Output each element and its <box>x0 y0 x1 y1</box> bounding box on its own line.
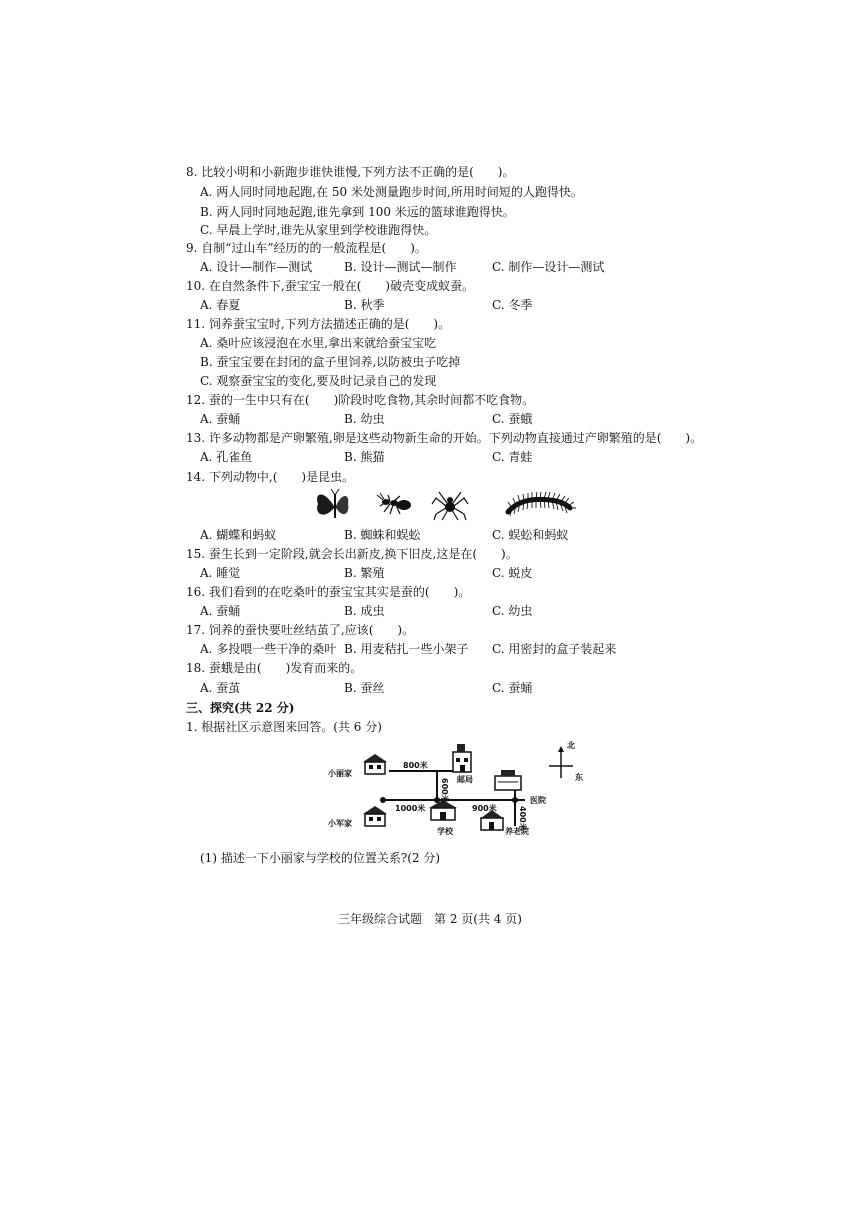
label-hospital: 医院 <box>530 796 546 805</box>
q11-option-b: B. 蚕宝宝要在封闭的盒子里饲养,以防被虫子吃掉 <box>200 355 461 369</box>
q12-option-a: A. 蚕蛹 <box>200 412 241 426</box>
spider-icon <box>432 492 468 520</box>
q18-stem: 18. 蚕蛾是由( )发育而来的。 <box>186 661 363 675</box>
s3-q1-stem: 1. 根据社区示意图来回答。(共 6 分) <box>186 720 382 734</box>
label-900m: 900米 <box>472 804 497 813</box>
label-800m: 800米 <box>403 761 428 770</box>
q12-option-b: B. 幼虫 <box>344 412 385 426</box>
centipede-icon <box>508 492 576 516</box>
q9-option-c: C. 制作—设计—测试 <box>492 260 605 274</box>
q13-option-b: B. 熊猫 <box>344 450 385 464</box>
q12-stem: 12. 蚕的一生中只有在( )阶段时吃食物,其余时间都不吃食物。 <box>186 393 535 407</box>
compass-icon <box>549 746 573 778</box>
q15-stem: 15. 蚕生长到一定阶段,就会长出新皮,换下旧皮,这是在( )。 <box>186 547 518 561</box>
q11-option-c: C. 观察蚕宝宝的变化,要及时记录自己的发现 <box>200 374 437 388</box>
label-east: 东 <box>575 773 583 782</box>
q18-option-c: C. 蚕蛹 <box>492 681 533 695</box>
s3-q1-part1: (1) 描述一下小丽家与学校的位置关系?(2 分) <box>200 851 441 865</box>
label-600m: 600米 <box>440 778 449 803</box>
label-xiaoli: 小丽家 <box>328 769 352 778</box>
label-school: 学校 <box>437 827 453 836</box>
hospital-node <box>512 797 518 803</box>
q16-stem: 16. 我们看到的在吃桑叶的蚕宝宝其实是蚕的( )。 <box>186 585 471 599</box>
label-north: 北 <box>567 741 575 750</box>
nursing-home-icon <box>481 810 503 830</box>
q17-option-a: A. 多投喂一些干净的桑叶 <box>200 642 337 656</box>
xiaojun-node <box>380 797 386 803</box>
q10-stem: 10. 在自然条件下,蚕宝宝一般在( )破壳变成蚁蚕。 <box>186 279 475 293</box>
label-400m: 400米 <box>518 806 527 831</box>
q15-option-c: C. 蜕皮 <box>492 566 533 580</box>
q13-stem: 13. 许多动物都是产卵繁殖,卵是这些动物新生命的开始。下列动物直接通过产卵繁殖的是( )。 <box>186 431 703 445</box>
q14-option-c: C. 蜈蚣和蚂蚁 <box>492 528 569 542</box>
q9-option-a: A. 设计—制作—测试 <box>200 260 313 274</box>
q14-stem: 14. 下列动物中,( )是昆虫。 <box>186 470 355 484</box>
label-post: 邮局 <box>457 775 473 784</box>
section-heading: 三、探究(共 22 分) <box>186 701 295 715</box>
butterfly-icon <box>317 489 348 518</box>
q11-stem: 11. 饲养蚕宝宝时,下列方法描述正确的是( )。 <box>186 317 451 331</box>
q16-option-a: A. 蚕蛹 <box>200 604 241 618</box>
q8-option-a: A. 两人同时同地起跑,在 50 米处测量跑步时间,所用时间短的人跑得快。 <box>200 185 583 199</box>
q10-option-a: A. 春夏 <box>200 298 241 312</box>
q12-option-c: C. 蚕蛾 <box>492 412 533 426</box>
xiaoli-house-icon <box>363 754 387 774</box>
q11-option-a: A. 桑叶应该浸泡在水里,拿出来就给蚕宝宝吃 <box>200 336 437 350</box>
ant-icon <box>377 493 411 514</box>
q9-option-b: B. 设计—测试—制作 <box>344 260 457 274</box>
community-map <box>325 738 585 840</box>
q8-stem: 8. 比较小明和小新跑步谁快谁慢,下列方法不正确的是( )。 <box>186 165 515 179</box>
junction-node <box>434 797 440 803</box>
school-icon <box>429 800 457 820</box>
q16-option-c: C. 幼虫 <box>492 604 533 618</box>
q8-option-b: B. 两人同时同地起跑,谁先拿到 100 米远的篮球谁跑得快。 <box>200 205 515 219</box>
q13-option-a: A. 孔雀鱼 <box>200 450 253 464</box>
q9-stem: 9. 自制“过山车”经历的的一般流程是( )。 <box>186 241 427 255</box>
q10-option-b: B. 秋季 <box>344 298 385 312</box>
q18-option-b: B. 蚕丝 <box>344 681 385 695</box>
label-xiaojun: 小军家 <box>328 819 352 828</box>
q15-option-b: B. 繁殖 <box>344 566 385 580</box>
q13-option-c: C. 青蛙 <box>492 450 533 464</box>
q17-option-b: B. 用麦秸扎一些小架子 <box>344 642 469 656</box>
q14-option-a: A. 蝴蝶和蚂蚁 <box>200 528 277 542</box>
q15-option-a: A. 睡觉 <box>200 566 241 580</box>
q14-option-b: B. 蜘蛛和蜈蚣 <box>344 528 421 542</box>
hospital-icon <box>495 770 521 790</box>
q16-option-b: B. 成虫 <box>344 604 385 618</box>
q17-option-c: C. 用密封的盒子装起来 <box>492 642 617 656</box>
post-office-icon <box>453 744 471 772</box>
q17-stem: 17. 饲养的蚕快要吐丝结茧了,应该( )。 <box>186 623 415 637</box>
label-1000m: 1000米 <box>395 804 426 813</box>
insect-images <box>310 486 580 526</box>
q18-option-a: A. 蚕茧 <box>200 681 241 695</box>
xiaojun-house-icon <box>363 806 387 826</box>
label-nursing: 养老院 <box>505 827 529 836</box>
q8-option-c: C. 早晨上学时,谁先从家里到学校谁跑得快。 <box>200 223 437 237</box>
page-footer: 三年级综合试题 第 2 页(共 4 页) <box>338 912 522 926</box>
q10-option-c: C. 冬季 <box>492 298 533 312</box>
